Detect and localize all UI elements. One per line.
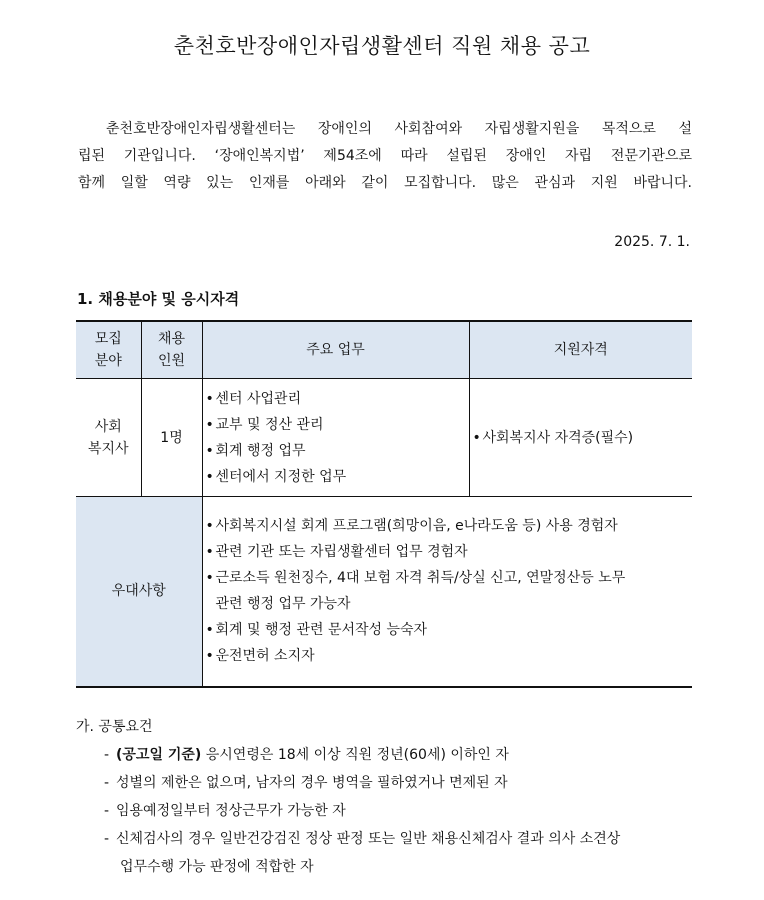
list-item: • 센터에서 지정한 업무 — [203, 464, 469, 490]
cell-duties — [202, 379, 469, 497]
list-item: • 운전면허 소지자 — [203, 643, 693, 669]
common-requirements — [76, 713, 696, 881]
intro-line: 함께 일할 역량 있는 인재를 아래와 같이 모집합니다. 많은 관심과 지원 바랍니다. — [78, 175, 692, 191]
page-title: 춘천호반장애인자립생활센터 직원 채용 공고 — [173, 34, 591, 58]
list-item: - 성별의 제한은 없으며, 남자의 경우 병역을 필하였거나 면제된 자 — [76, 769, 696, 797]
intro-line: 춘천호반장애인자립생활센터는 장애인의 사회참여와 자립생활지원을 목적으로 설 — [106, 121, 692, 137]
list-item: - (공고일 기준) 응시연령은 18세 이상 직원 정년(60세) 이하인 자 — [76, 741, 696, 769]
list-item: • 센터 사업관리 — [203, 386, 469, 412]
list-item: - 임용예정일부터 정상근무가 가능한 자 — [76, 797, 696, 825]
list-item: • 회계 및 행정 관련 문서작성 능숙자 — [203, 617, 693, 643]
intro-paragraph — [78, 116, 692, 197]
cell-count: 1명 — [141, 379, 202, 497]
cell-qualifications — [469, 379, 692, 497]
cell-preferences-label: 우대사항 — [76, 497, 202, 687]
table-header-row — [76, 321, 692, 379]
list-item: • 회계 행정 업무 — [203, 438, 469, 464]
cell-field: 사회 복지사 — [76, 379, 141, 497]
table-row-preferences — [76, 497, 692, 687]
announcement-date: 2025. 7. 1. — [614, 234, 690, 250]
table-row — [76, 379, 692, 497]
header-qualifications: 지원자격 — [469, 321, 692, 379]
list-item: • 사회복지사 자격증(필수) — [470, 425, 693, 451]
header-count: 채용 인원 — [141, 321, 202, 379]
header-duties: 주요 업무 — [202, 321, 469, 379]
list-item: • 근로소득 원천징수, 4대 보험 자격 취득/상실 신고, 연말정산등 노무 관련 행정 업무 가능자 — [203, 565, 693, 617]
header-field: 모집 분야 — [76, 321, 141, 379]
intro-line: 립된 기관입니다. ‘장애인복지법’ 제54조에 따라 설립된 장애인 자립 전문기관으로 — [78, 148, 692, 164]
list-item: • 교부 및 정산 관리 — [203, 412, 469, 438]
common-requirements-heading: 가. 공통요건 — [76, 719, 153, 735]
recruitment-table — [76, 320, 692, 688]
list-item: • 관련 기관 또는 자립생활센터 업무 경험자 — [203, 539, 693, 565]
section-title-recruitment: 1. 채용분야 및 응시자격 — [77, 290, 240, 308]
list-item: - 신체검사의 경우 일반건강검진 정상 판정 또는 일반 채용신체검사 결과 의사 소견상 업무수행 가능 판정에 적합한 자 — [76, 825, 696, 881]
cell-preferences — [202, 497, 692, 687]
list-item: • 사회복지시설 회계 프로그램(희망이음, e나라도움 등) 사용 경험자 — [203, 513, 693, 539]
